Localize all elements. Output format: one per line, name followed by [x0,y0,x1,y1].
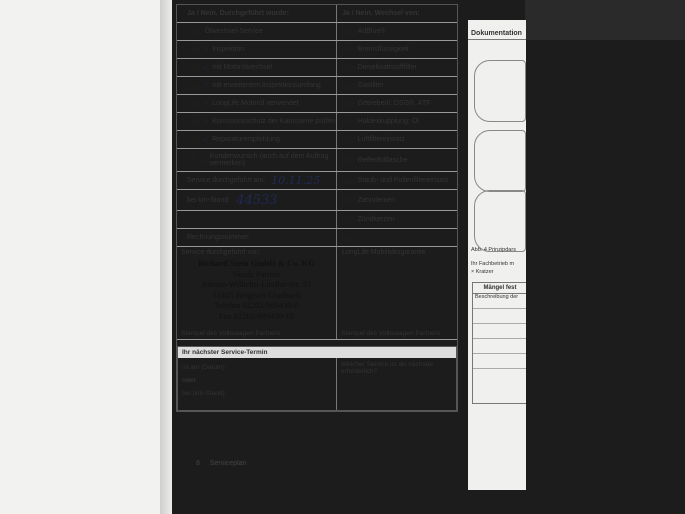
service-date-row [177,172,457,190]
stamp-footer-right: Stempel des Volkswagen Partners [341,330,440,337]
checkbox[interactable]: □/□ [342,45,355,54]
checkbox[interactable]: □/□ [342,99,355,108]
check-mark-icon: ✓ [200,154,208,165]
stamp-line: 51465 Bergisch Gladbach [212,289,301,300]
checkbox[interactable]: □/□ [342,117,355,126]
right-page-title: Dokumentation [468,20,526,40]
service-row [177,23,457,41]
check-mark-icon: ✓ [202,116,211,126]
exchange-item-label: Bremsflüssigkeit [357,46,409,53]
km-label: bei km-Stand: [187,196,231,204]
car-diagram-icon [474,130,526,192]
checkbox[interactable]: □/□ [342,135,355,144]
dealer-stamp-area [177,247,337,339]
right-page [468,20,526,490]
checkbox[interactable]: □/□ [342,27,355,36]
dealer-stamp [181,258,332,321]
or-label: oder [182,377,197,384]
service-item-label: Kundenwunsch (auch auf dem Auftrag vermerken) [209,153,329,167]
service-row [177,113,457,131]
exchange-item-label: Reifenfülflasche [357,156,408,164]
km-row-2 [177,211,457,229]
checkbox[interactable]: □/□ [342,196,355,204]
invoice-row [177,229,457,247]
service-row [177,77,457,95]
checkbox[interactable]: □/□ [187,45,200,54]
section-name: Serviceplan [209,460,247,467]
legend-scratch: × Kratzer [471,269,494,275]
next-date-label: ist am (Datum): [182,364,227,371]
right-extra-3: Zündkerzen [357,216,395,223]
checkbox[interactable]: □/□ [187,152,196,168]
service-row [177,41,457,59]
check-mark-icon: ✓ [202,134,211,144]
page-number: 8 [196,460,200,467]
stamp-line: Richard Stein GmbH & Co. KG [198,258,315,268]
right-note: Ihr Fachbetrieb m [471,261,515,267]
check-mark-icon: ✓ [202,98,211,108]
exchange-item-label: Haldexkupplung: Öl [357,118,419,125]
check-mark-icon: ✓ [202,62,211,72]
checkbox[interactable]: □/□ [342,63,355,72]
stamp-line: Telefon 02202/989439-0 [214,300,299,310]
service-record-form [176,4,458,412]
exchange-item-label: Gasfilter [357,82,384,89]
stamp-block [177,247,457,340]
checkbox[interactable]: □/□ [187,81,200,90]
service-row [177,95,457,113]
checkbox[interactable]: □/□ [342,156,355,164]
service-row [177,149,457,172]
right-extra-2: Zahnriemen [357,196,396,204]
service-by-label: Service durchgeführt von: [181,249,261,256]
checkbox[interactable]: □/□ [342,81,355,90]
stamp-line: Johann-Wilhelm-Lindlar-Str. 33 [201,279,312,289]
service-row [177,59,457,77]
longlife-label: LongLife Mobilitätsgarantie [342,249,426,256]
check-mark-icon: ✓ [202,44,211,54]
form-header [177,5,457,23]
stamp-line: Skoda Partner [232,268,281,279]
defects-title: Mängel fest [473,283,526,294]
service-item-label: mit Motorölwechsel [212,64,273,71]
service-item-label: Reparaturempfehlung [212,136,280,143]
page-footer [196,460,246,467]
next-service-title: Ihr nächster Service-Termin [178,347,456,358]
checkbox[interactable]: □/□ [187,63,200,72]
checkbox[interactable]: □/□ [187,27,200,36]
defects-desc: Beschreibung der [473,294,526,309]
exchange-item-label: Getriebeöl: DSG®, ATF [357,100,431,107]
service-date-label: Service durchgeführt am: [187,177,266,184]
figure-caption: Abb. 4 Prinzipdars [471,247,516,253]
checkbox[interactable]: □/□ [342,233,355,242]
service-row [177,131,457,149]
service-item-label: mit erweitertem Inspektionsumfang [212,82,321,89]
checkbox[interactable]: □/□ [187,135,200,144]
background-table [0,0,162,514]
next-which-label: Welcher Service ist als nächster erforderlich? [341,361,434,375]
header-right: Ja / Nein. Wechsel von: [342,10,420,17]
header-left: Ja / Nein. Durchgeführt wurde: [177,5,337,22]
checkbox[interactable]: □/□ [187,99,200,108]
next-service-box [177,346,457,411]
longlife-area [337,247,457,339]
checkbox[interactable]: □/□ [187,117,200,126]
stamp-footer: Stempel des Volkswagen Partners [181,330,280,337]
service-item-label: LongLife Motoröl verwendet [212,100,299,107]
service-item-label: Ölwechsel-Service [204,28,263,35]
car-diagram-icon [474,60,526,122]
km-row [177,190,457,211]
exchange-item-label: Dieselkraftstofffilter [357,64,417,71]
car-diagram-icon [474,190,526,252]
stamp-line: Fax 02202/989439-10 [218,310,295,321]
exchange-item-label: AdBlue® [357,28,386,35]
exchange-item-label: Luftfiltereinsatz [357,136,405,143]
service-date-value[interactable]: 10.11.25 [271,174,321,187]
page-edge [160,0,172,514]
checkbox[interactable]: □/□ [342,176,355,185]
checkbox[interactable]: □/□ [342,215,355,224]
next-km-label: bei (km-Stand): [182,390,227,397]
check-mark-icon: ✓ [202,80,211,90]
invoice-label: Rechnungsnummer: [187,234,251,241]
km-value[interactable]: 44533 [236,192,278,208]
background-dark [525,0,685,40]
service-item-label: Korrosionsschutz der Karosserie prüfen [212,118,336,125]
defects-table [472,282,526,404]
service-item-label: Inspektion [212,46,245,53]
right-extra-1: Staub- und Pollenfiltereinsatz [357,177,449,184]
